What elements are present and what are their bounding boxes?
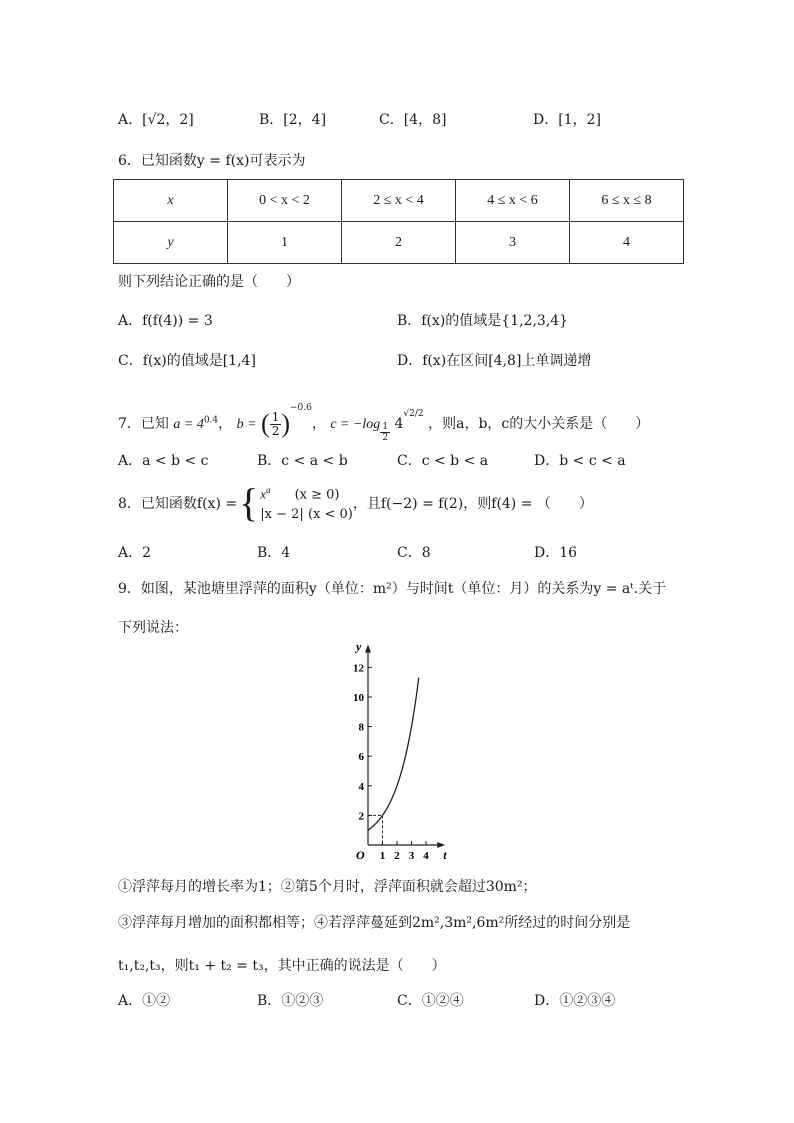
q7-option-c: C．c < b < a	[397, 453, 489, 469]
table-cell: 4 ≤ x < 6	[456, 180, 570, 222]
q7-tail: ，则a，b，c的大小关系是（ ）	[428, 416, 650, 432]
x-tick-label: 3	[408, 850, 415, 862]
q6-option-a: A．f(f(4)) = 3	[118, 313, 213, 329]
q8-stem: 8．已知函数f(x) = { $x^a$ (x ≥ 0) |x − 2| (x < 0) ，且f(−2) = f(2)，则f(4) = （ ）	[118, 480, 593, 525]
table-cell: 2	[342, 222, 456, 264]
y-tick-label: 8	[358, 721, 364, 734]
x-tick-label: 2	[394, 850, 400, 862]
table-cell: 4	[570, 222, 684, 264]
q7-c-expr: c = −log	[330, 417, 381, 432]
q8-option-a: A．2	[118, 545, 152, 561]
q7-b-exp: −0.6	[290, 403, 312, 413]
q7-option-a: A．a < b < c	[118, 453, 209, 469]
x-tick-label: 1	[379, 850, 386, 862]
q7-c-base: $\frac{1}{2}$	[382, 422, 389, 443]
q5-option-d: D．[1，2]	[533, 112, 601, 128]
growth-curve	[368, 678, 419, 831]
q6-option-d: D．f(x)在区间[4,8]上单调递增	[397, 353, 592, 369]
q6-function-table	[113, 179, 684, 264]
q9-option-d: D．①②③④	[534, 993, 616, 1009]
q6-stem: 6．已知函数y = f(x)可表示为	[118, 153, 306, 169]
q8-option-c: C．8	[397, 545, 431, 561]
q7-option-d: D．b < c < a	[534, 453, 626, 469]
y-axis-arrow	[365, 645, 371, 653]
table-cell: 0 < x < 2	[228, 180, 342, 222]
q9-stem-line1: 9．如图，某池塘里浮萍的面积y（单位：m²）与时间t（单位：月）的关系为y = aᵗ.关于	[118, 581, 667, 597]
y-tick-label: 6	[358, 751, 364, 764]
q5-option-c: C．[4，8]	[379, 112, 447, 128]
q7-c-arg: 4	[394, 416, 404, 432]
q6-option-b: B．f(x)的值域是{1,2,3,4}	[397, 313, 569, 329]
table-row	[114, 222, 684, 264]
table-cell: 3	[456, 222, 570, 264]
table-cell: 1	[228, 222, 342, 264]
q8-lead: 8．已知函数f(x) =	[118, 495, 238, 512]
q8-option-b: B．4	[257, 545, 291, 561]
q6-option-c: C．f(x)的值域是[1,4]	[118, 353, 256, 369]
table-cell: y	[114, 222, 228, 264]
q7-c-arg-exp: √2/2	[403, 409, 424, 419]
q6-prompt: 则下列结论正确的是（ ）	[118, 274, 300, 290]
y-tick-label: 2	[358, 810, 364, 823]
q9-option-c: C．①②④	[397, 993, 464, 1009]
y-tick-label: 12	[353, 662, 364, 675]
q7-a-expr: a = 4	[173, 417, 204, 432]
table-cell: 2 ≤ x < 4	[342, 180, 456, 222]
q9-statement-2: ③浮萍每月增加的面积都相等；④若浮萍蔓延到2m²,3m²,6m²所经过的时间分别是	[118, 915, 631, 931]
q8-piecewise: $x^a$ (x ≥ 0) |x − 2| (x < 0)	[260, 484, 353, 523]
table-row	[114, 180, 684, 222]
x-axis-label: t	[443, 848, 447, 862]
y-axis-label: y	[356, 645, 362, 654]
table-cell: x	[114, 180, 228, 222]
q7-b-fraction: $\frac{1}{2}$	[271, 409, 280, 438]
x-tick-label: 4	[423, 850, 429, 862]
q7-b-expr: b =	[236, 417, 257, 432]
q9-option-b: B．①②③	[257, 993, 324, 1009]
q9-option-a: A．①②	[118, 993, 171, 1009]
q5-option-b: B．[2，4]	[259, 112, 327, 128]
q7-stem: 7．已知 $a = 4^{0.4}$， b = ( $\frac{1}{2}$ )$^{-0.6}$， c = −log $\frac{1}{2}$ $4^{√2/2}$ ，则a，b，c的大小关系是（ ）	[118, 403, 650, 443]
q9-statement-3: t₁,t₂,t₃，则t₁ + t₂ = t₃，其中正确的说法是（ ）	[118, 958, 446, 974]
q8-option-d: D．16	[534, 545, 578, 561]
q7-option-b: B．c < a < b	[257, 453, 348, 469]
origin-label: O	[356, 848, 365, 862]
y-tick-label: 4	[358, 780, 364, 793]
q9-stem-line2: 下列说法：	[118, 620, 188, 636]
q9-statement-1: ①浮萍每月的增长率为1；②第5个月时，浮萍面积就会超过30m²；	[118, 879, 537, 895]
q7-a-exp: 0.4	[203, 415, 219, 426]
y-tick-label: 10	[353, 692, 364, 704]
q5-option-a: A．[√2，2]	[118, 112, 194, 128]
q8-tail: ，且f(−2) = f(2)，则f(4) = （ ）	[352, 495, 593, 512]
q9-growth-chart	[330, 645, 460, 865]
table-cell: 6 ≤ x ≤ 8	[570, 180, 684, 222]
q7-lead: 7．已知	[118, 416, 169, 432]
